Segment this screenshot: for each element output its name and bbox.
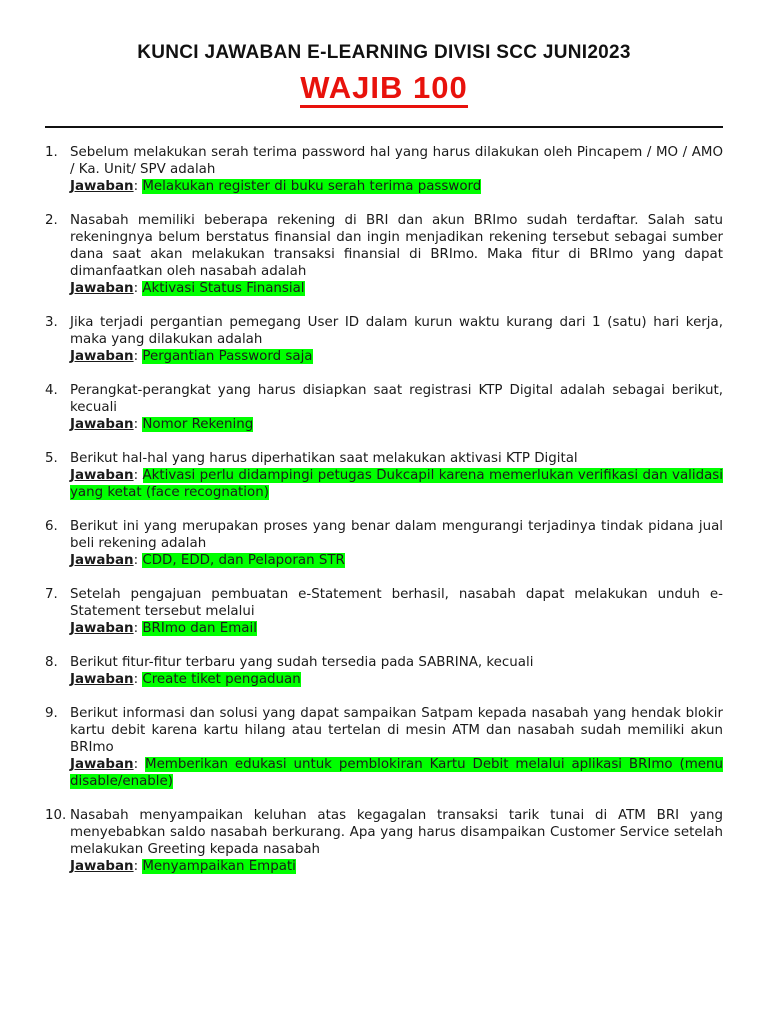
question-list bbox=[45, 144, 723, 892]
answer-line: Jawaban: Menyampaikan Empati bbox=[70, 859, 296, 874]
answer-text: Memberikan edukasi untuk pemblokiran Kartu Debit melalui aplikasi BRImo (menu disable/enable) bbox=[70, 757, 723, 789]
question-text: Perangkat-perangkat yang harus disiapkan saat registrasi KTP Digital adalah sebagai berikut, kecuali bbox=[70, 383, 723, 415]
question-number: 9. bbox=[45, 706, 58, 721]
answer-label: Jawaban bbox=[70, 621, 134, 636]
question-number: 2. bbox=[45, 213, 58, 228]
answer-text: BRImo dan Email bbox=[142, 621, 257, 636]
question-text: Setelah pengajuan pembuatan e-Statement berhasil, nasabah dapat melakukan unduh e-Statement tersebut melalui bbox=[70, 587, 723, 619]
question-text: Berikut hal-hal yang harus diperhatikan saat melakukan aktivasi KTP Digital bbox=[70, 451, 578, 466]
subtitle-text: WAJIB 100 bbox=[300, 70, 468, 108]
question-text: Jika terjadi pergantian pemegang User ID dalam kurun waktu kurang dari 1 (satu) hari kerja, maka yang dilakukan adalah bbox=[70, 315, 723, 347]
question-item bbox=[45, 705, 723, 790]
answer-line: Jawaban: Aktivasi perlu didampingi petugas Dukcapil karena memerlukan verifikasi dan validasi yang ketat (face recognation) bbox=[70, 468, 723, 500]
answer-line: Jawaban: Nomor Rekening bbox=[70, 417, 254, 432]
question-text: Nasabah memiliki beberapa rekening di BRI dan akun BRImo sudah terdaftar. Salah satu rekeningnya belum berstatus finansial dan ingin menjadikan rekening tersebut sebagai sumber dana saat akan melakukan transaksi finansial di BRImo. Maka fitur di BRImo yang dapat dimanfaatkan oleh nasabah adalah bbox=[70, 213, 723, 279]
answer-label: Jawaban bbox=[70, 349, 134, 364]
answer-text: CDD, EDD, dan Pelaporan STR bbox=[142, 553, 345, 568]
question-item bbox=[45, 807, 723, 875]
answer-line: Jawaban: Aktivasi Status Finansial bbox=[70, 281, 305, 296]
answer-label: Jawaban bbox=[70, 417, 134, 432]
question-number: 1. bbox=[45, 145, 58, 160]
question-number: 4. bbox=[45, 383, 58, 398]
answer-label: Jawaban bbox=[70, 468, 134, 483]
answer-line: Jawaban: Melakukan register di buku serah terima password bbox=[70, 179, 482, 194]
answer-line: Jawaban: Create tiket pengaduan bbox=[70, 672, 301, 687]
question-item bbox=[45, 450, 723, 501]
answer-text: Nomor Rekening bbox=[142, 417, 254, 432]
answer-label: Jawaban bbox=[70, 859, 134, 874]
question-text: Sebelum melakukan serah terima password hal yang harus dilakukan oleh Pincapem / MO / AMO / Ka. Unit/ SPV adalah bbox=[70, 145, 723, 177]
document-title: KUNCI JAWABAN E-LEARNING DIVISI SCC JUNI2023 bbox=[137, 42, 631, 63]
answer-text: Create tiket pengaduan bbox=[142, 672, 301, 687]
question-item bbox=[45, 314, 723, 365]
answer-line: Jawaban: Memberikan edukasi untuk pemblokiran Kartu Debit melalui aplikasi BRImo (menu disable/enable) bbox=[70, 757, 723, 789]
answer-text: Aktivasi Status Finansial bbox=[142, 281, 305, 296]
question-number: 7. bbox=[45, 587, 58, 602]
question-item bbox=[45, 518, 723, 569]
header-divider bbox=[45, 126, 723, 128]
question-item bbox=[45, 144, 723, 195]
answer-text: Menyampaikan Empati bbox=[142, 859, 296, 874]
question-number: 6. bbox=[45, 519, 58, 534]
answer-line: Jawaban: Pergantian Password saja bbox=[70, 349, 313, 364]
question-text: Berikut ini yang merupakan proses yang benar dalam mengurangi terjadinya tindak pidana jual beli rekening adalah bbox=[70, 519, 723, 551]
answer-text: Aktivasi perlu didampingi petugas Dukcapil karena memerlukan verifikasi dan validasi yang ketat (face recognation) bbox=[70, 468, 723, 500]
question-item bbox=[45, 382, 723, 433]
question-number: 3. bbox=[45, 315, 58, 330]
document-subtitle bbox=[0, 70, 768, 106]
answer-text: Melakukan register di buku serah terima password bbox=[142, 179, 482, 194]
answer-line: Jawaban: BRImo dan Email bbox=[70, 621, 257, 636]
answer-text: Pergantian Password saja bbox=[142, 349, 313, 364]
answer-label: Jawaban bbox=[70, 672, 134, 687]
question-item bbox=[45, 586, 723, 637]
question-number: 5. bbox=[45, 451, 58, 466]
answer-label: Jawaban bbox=[70, 281, 134, 296]
question-number: 8. bbox=[45, 655, 58, 670]
question-item bbox=[45, 212, 723, 297]
answer-label: Jawaban bbox=[70, 553, 134, 568]
question-item bbox=[45, 654, 723, 688]
question-number: 10. bbox=[45, 808, 67, 823]
answer-line: Jawaban: CDD, EDD, dan Pelaporan STR bbox=[70, 553, 345, 568]
question-text: Nasabah menyampaikan keluhan atas kegagalan transaksi tarik tunai di ATM BRI yang menyebabkan saldo nasabah berkurang. Apa yang harus disampaikan Customer Service setelah melakukan Greeting kepada nasabah bbox=[70, 808, 723, 857]
question-text: Berikut informasi dan solusi yang dapat sampaikan Satpam kepada nasabah yang hendak blokir kartu debit karena kartu hilang atau tertelan di mesin ATM dan nasabah sudah memiliki akun BRImo bbox=[70, 706, 723, 755]
answer-label: Jawaban bbox=[70, 757, 134, 772]
answer-label: Jawaban bbox=[70, 179, 134, 194]
question-text: Berikut fitur-fitur terbaru yang sudah tersedia pada SABRINA, kecuali bbox=[70, 655, 534, 670]
